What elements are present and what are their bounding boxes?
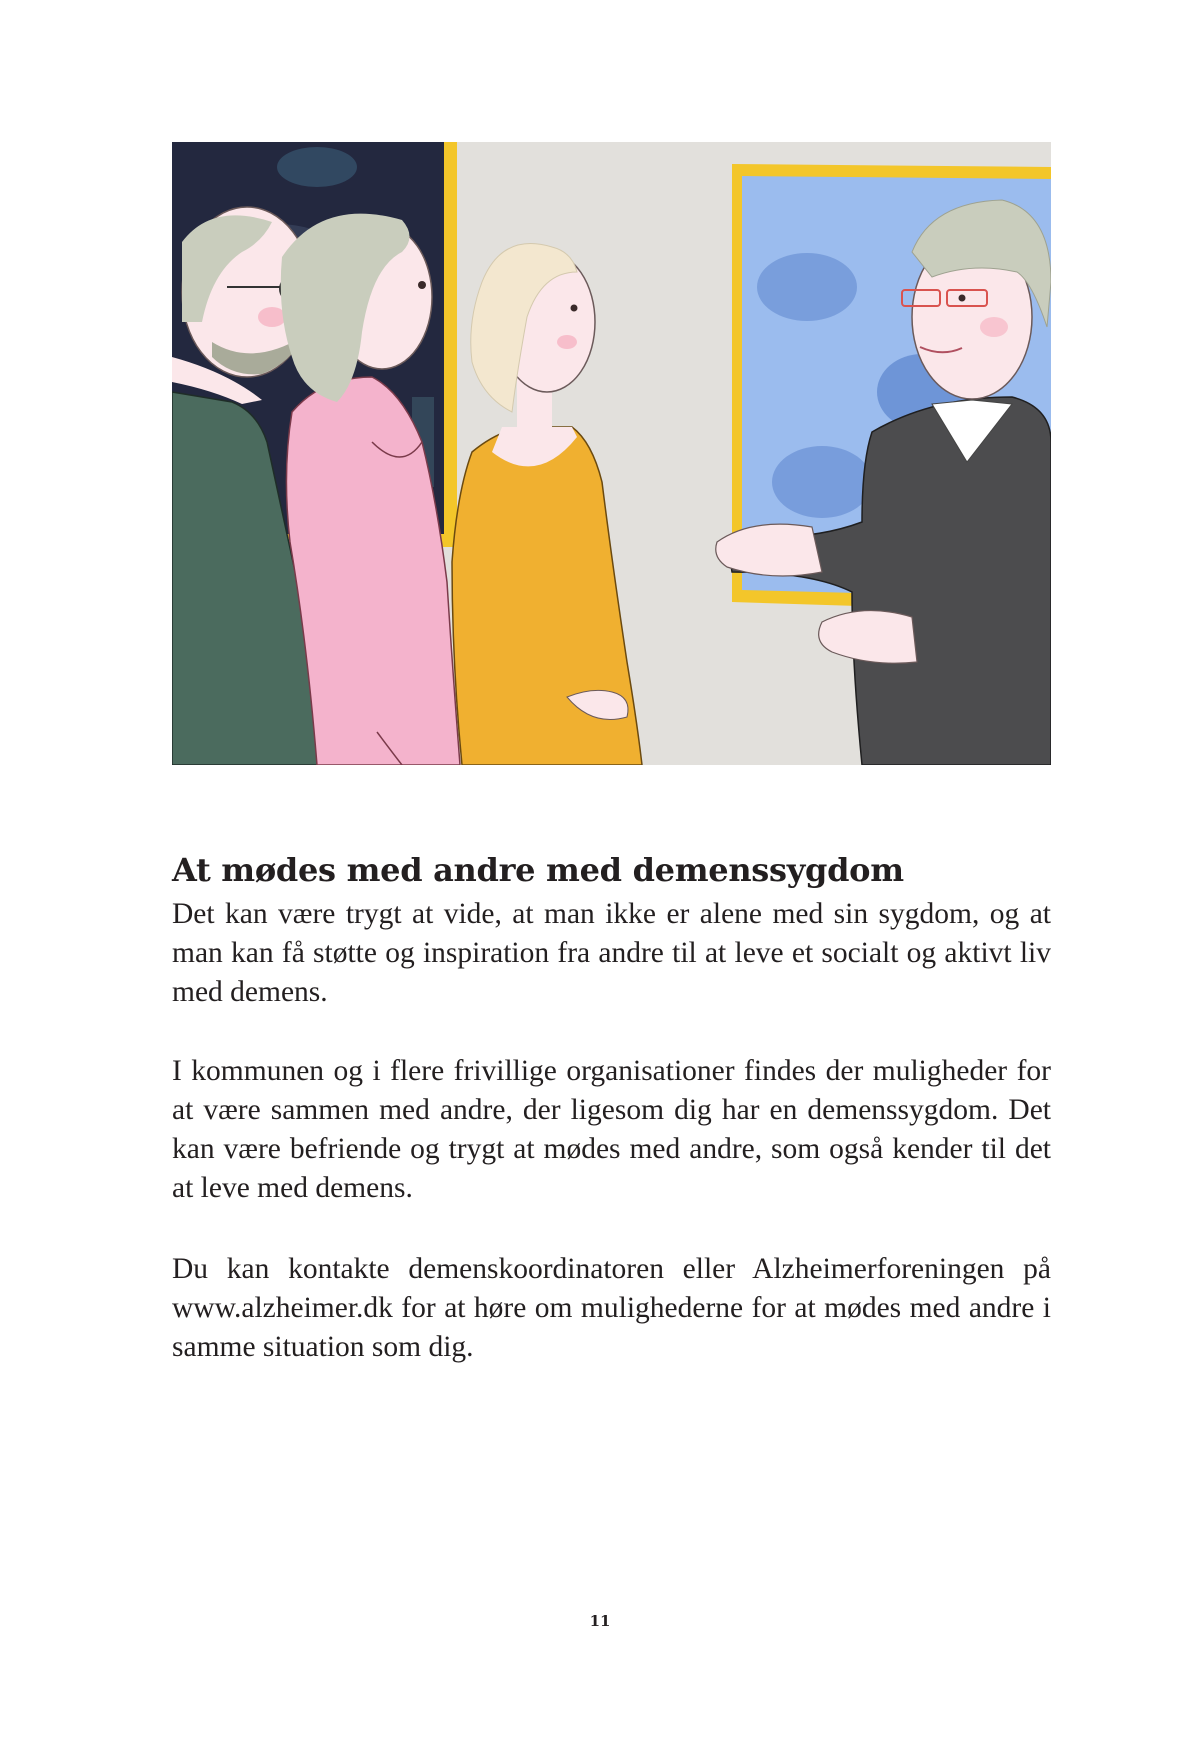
page-number: 11 (589, 1612, 611, 1630)
illustration (172, 142, 1051, 765)
body-paragraph: Du kan kontakte demenskoordinatoren eller Alzheimerforeningen på www.alzheimer.dk for at høre om mulighederne for at mødes med andre i samme situation som dig. (172, 1253, 1051, 1363)
body-paragraph: I kommunen og i flere frivillige organisationer findes der muligheder for at være sammen med andre, der ligesom dig har en demenssygdom. Det kan være befriende og trygt at mødes med andre, som også kender til det at leve med demens. (172, 1055, 1051, 1204)
page-heading: At mødes med andre med demenssygdom (172, 851, 904, 889)
body-paragraph: Det kan være trygt at vide, at man ikke er alene med sin sygdom, og at man kan få støtte og inspiration fra andre til at leve et socialt og aktivt liv med demens. (172, 898, 1051, 1008)
people-talking-illustration (172, 142, 1051, 765)
